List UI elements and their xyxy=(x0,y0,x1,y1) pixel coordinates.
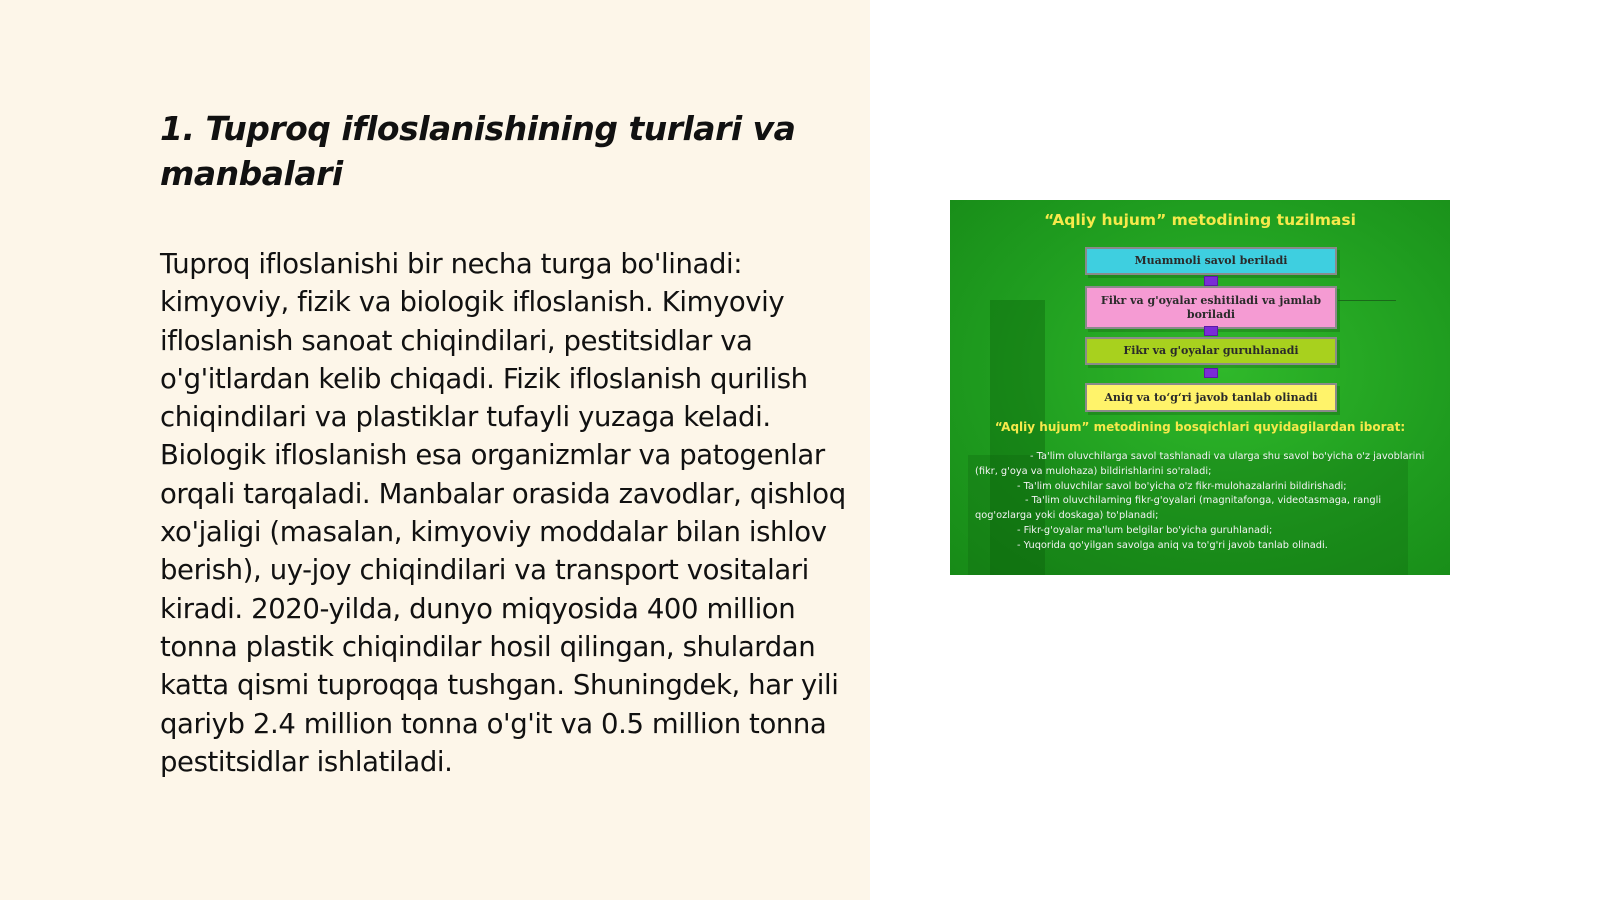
list-item: - Fikr-g'oyalar ma'lum belgilar bo'yicha guruhlanadi; xyxy=(1017,524,1273,536)
brainstorm-method-diagram xyxy=(950,200,1450,575)
list-item: - Ta'lim oluvchilarga savol tashlanadi va ularga shu savol bo'yicha o'z javoblarini (fikr, g'oya va mulohaza) bildirishlarini so'raladi; xyxy=(975,451,1425,477)
slide-title: 1. Tuproq ifloslanishining turlari va manbalari xyxy=(160,109,796,193)
flow-step-4: Aniq va to‘g‘ri javob tanlab olinadi xyxy=(1085,383,1337,412)
down-arrow-icon xyxy=(1204,368,1218,378)
flow-step-2: Fikr va g'oyalar eshitiladi va jamlab boriladi xyxy=(1085,286,1337,329)
down-arrow-icon xyxy=(1204,276,1218,286)
diagram-subtitle: “Aqliy hujum” metodining bosqichlari quyidagilardan iborat: xyxy=(994,420,1406,434)
steps-list xyxy=(975,450,1435,554)
diagram-title: “Aqliy hujum” metodining tuzilmasi xyxy=(1044,211,1356,229)
list-item: - Yuqorida qo'yilgan savolga aniq va to'g'ri javob tanlab olinadi. xyxy=(1017,539,1328,551)
flow-step-3: Fikr va g'oyalar guruhlanadi xyxy=(1085,337,1337,365)
list-item: - Ta'lim oluvchilarning fikr-g'oyalari (magnitafonga, videotasmaga, rangli qog'ozlarga yoki doskaga) to'planadi; xyxy=(975,495,1382,522)
flow-step-1: Muammoli savol beriladi xyxy=(1085,247,1337,275)
divider xyxy=(1338,300,1396,301)
down-arrow-icon xyxy=(1204,326,1218,336)
slide-body-text: Tuproq ifloslanishi bir necha turga bo'linadi: kimyoviy, fizik va biologik ifloslanish. Kimyoviy ifloslanish sanoat chiqindilari, pestitsidlar va o'g'itlardan kelib chiqadi. Fizik ifloslanish qurilish chiqindilari va plastiklar tufayli yuzaga keladi. Biologik ifloslanish esa organizmlar va patogenlar orqali tarqaladi. Manbalar orasida zavodlar, qishloq xo'jaligi (masalan, kimyoviy moddalar bilan ishlov berish), uy-joy chiqindilari va transport vositalari kiradi. 2020-yilda, dunyo miqyosida 400 million tonna plastik chiqindilar hosil qilingan, shulardan katta qismi tuproqqa tushgan. Shuningdek, har yili qariyb 2.4 million tonna o'g'it va 0.5 million tonna pestitsidlar ishlatiladi. xyxy=(160,248,846,778)
list-item: - Ta'lim oluvchilar savol bo'yicha o'z fikr-mulohazalarini bildirishadi; xyxy=(1017,480,1347,492)
